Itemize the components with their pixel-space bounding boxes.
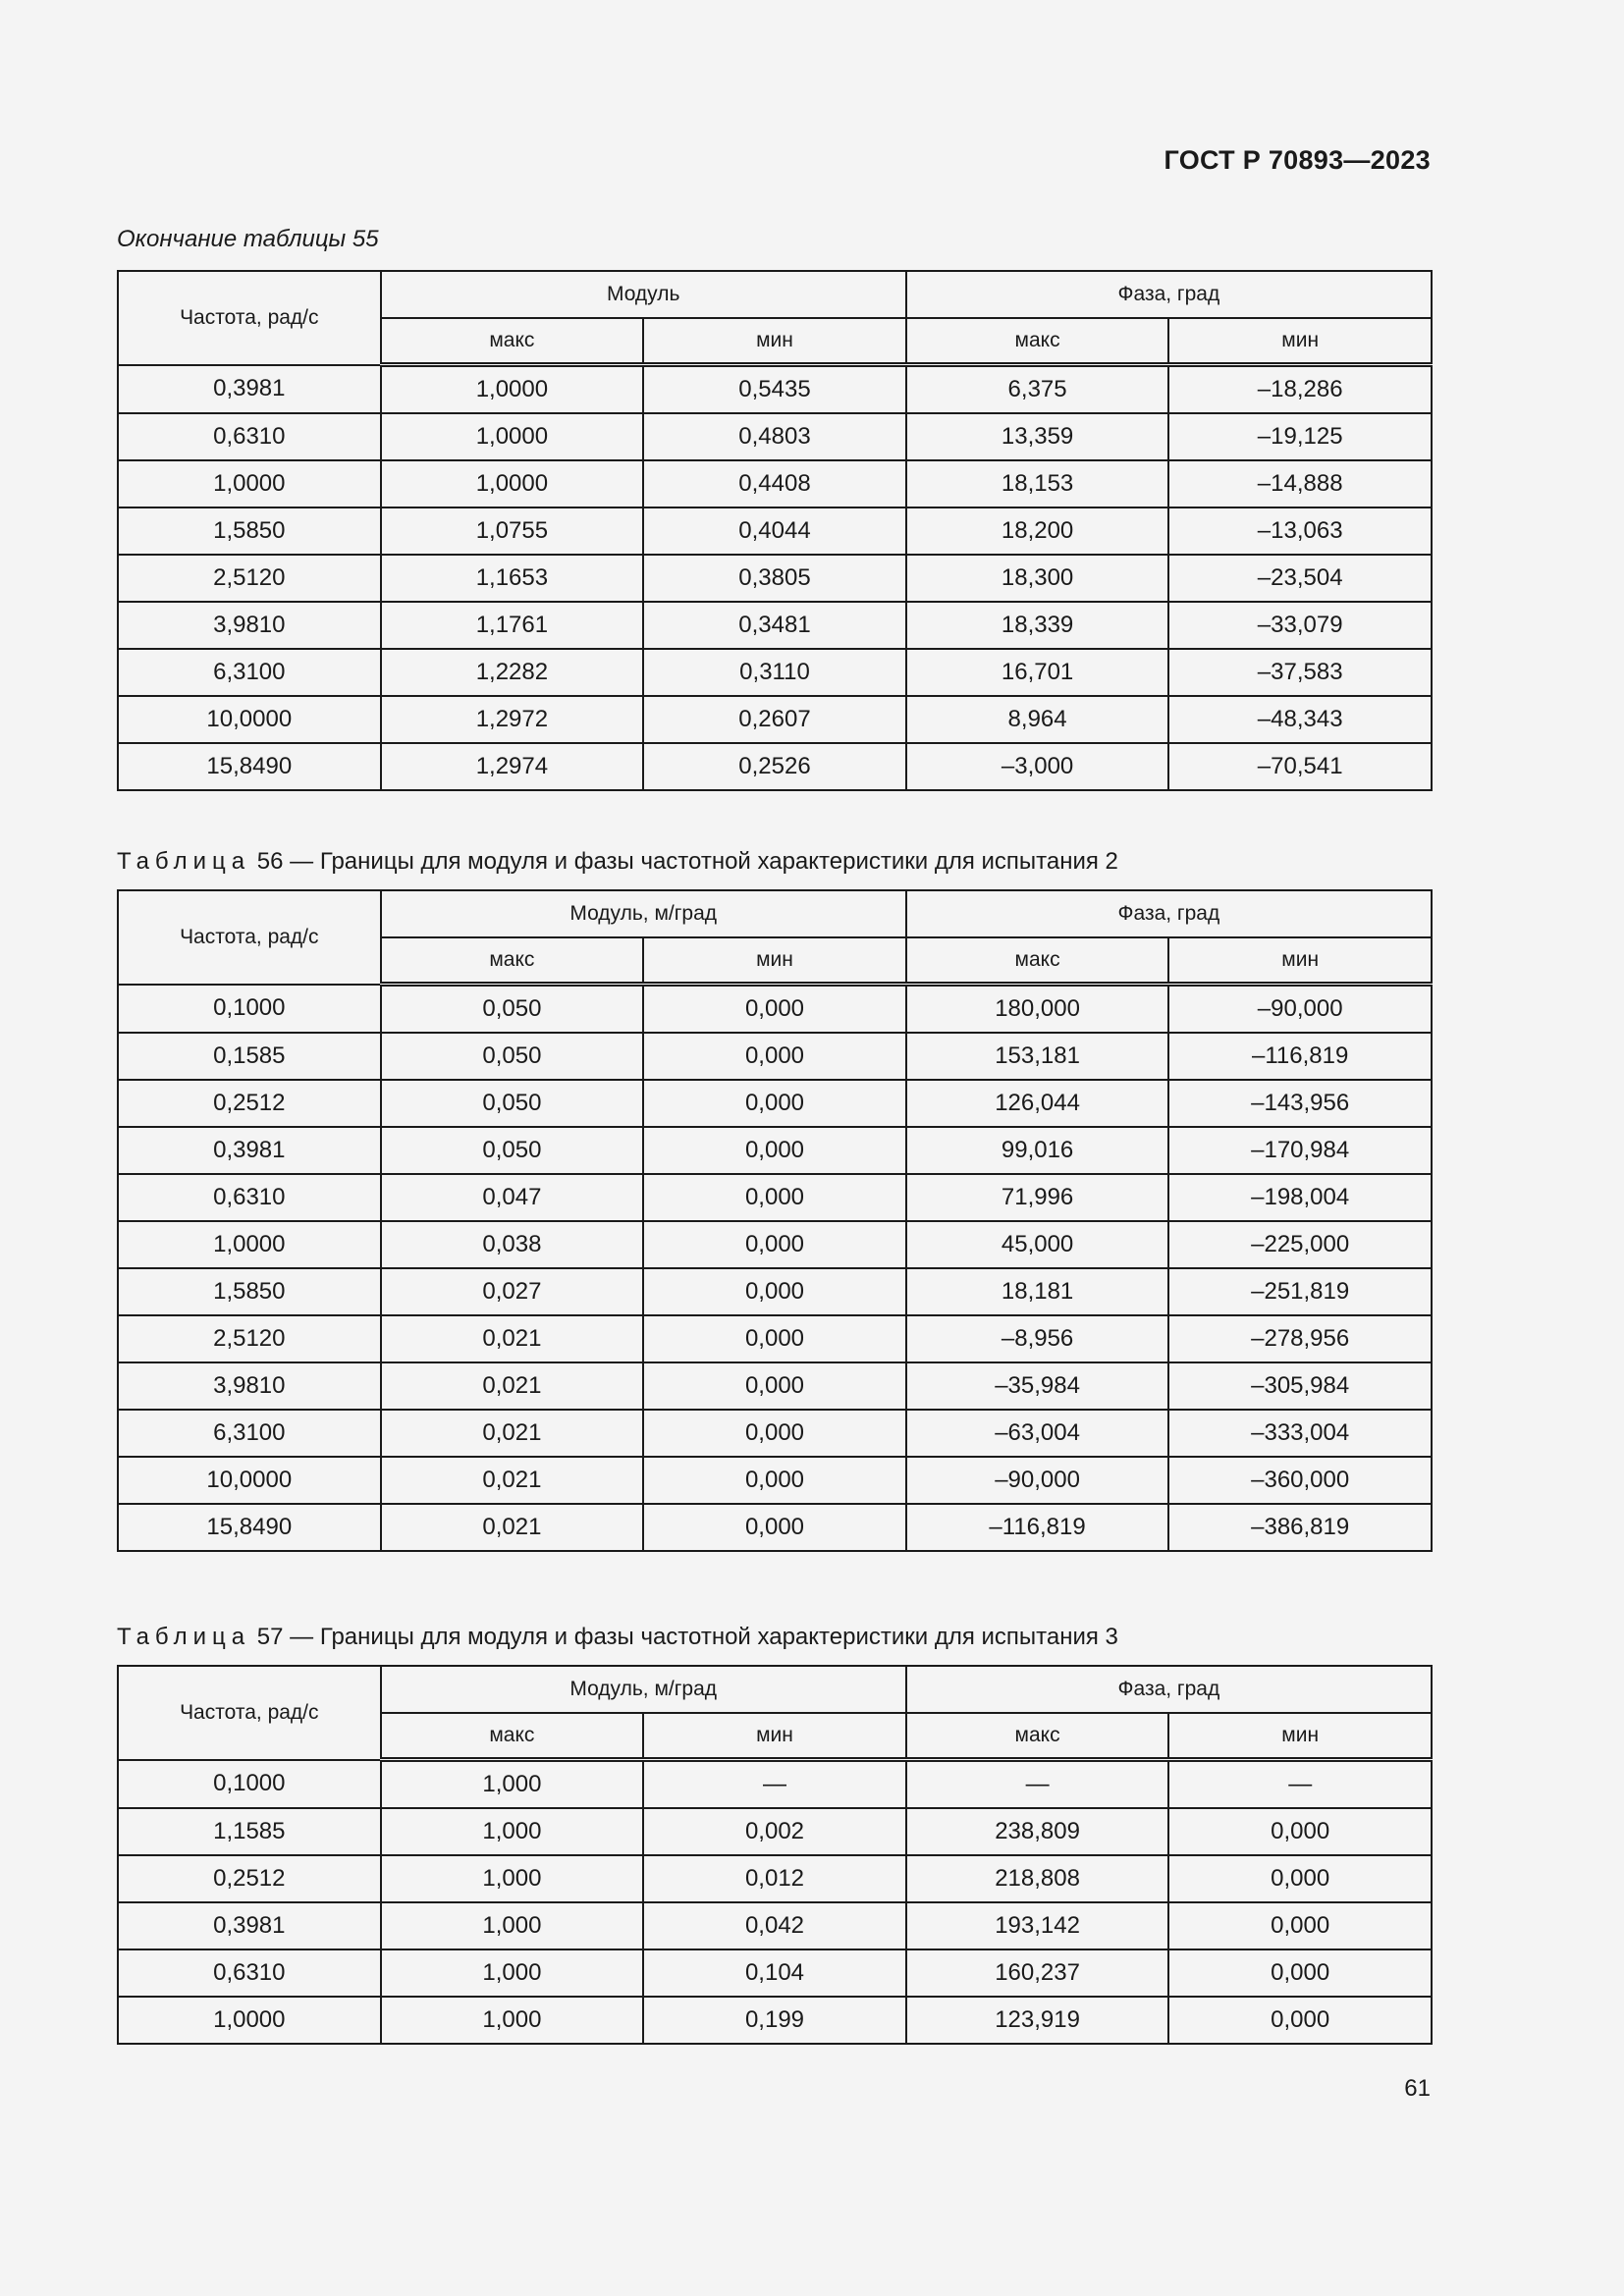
cell-phase-max: 18,300: [906, 555, 1169, 602]
table-row: [118, 649, 1432, 696]
cell-module-min: 0,000: [643, 1127, 906, 1174]
col-header-module-min: мин: [643, 318, 906, 365]
table-row: [118, 1855, 1432, 1902]
cell-frequency: 6,3100: [118, 649, 381, 696]
table-row: [118, 1268, 1432, 1315]
cell-frequency: 1,5850: [118, 507, 381, 555]
col-group-phase: Фаза, град: [906, 271, 1432, 318]
cell-module-max: 1,2974: [381, 743, 644, 790]
cell-module-max: 0,038: [381, 1221, 644, 1268]
cell-frequency: 0,3981: [118, 1902, 381, 1949]
cell-phase-min: 0,000: [1168, 1855, 1432, 1902]
table-row: [118, 602, 1432, 649]
cell-module-max: 1,2972: [381, 696, 644, 743]
col-header-module-min: мин: [643, 937, 906, 985]
cell-module-min: 0,2607: [643, 696, 906, 743]
cell-phase-max: 45,000: [906, 1221, 1169, 1268]
cell-phase-min: –14,888: [1168, 460, 1432, 507]
cell-phase-max: 18,200: [906, 507, 1169, 555]
cell-frequency: 0,1585: [118, 1033, 381, 1080]
col-header-frequency: Частота, рад/с: [118, 1666, 381, 1760]
cell-phase-min: –360,000: [1168, 1457, 1432, 1504]
cell-phase-max: 153,181: [906, 1033, 1169, 1080]
cell-module-max: 1,000: [381, 1855, 644, 1902]
cell-phase-max: 18,153: [906, 460, 1169, 507]
cell-frequency: 0,6310: [118, 1174, 381, 1221]
cell-module-max: 0,021: [381, 1315, 644, 1362]
col-header-module-max: макс: [381, 318, 644, 365]
cell-phase-max: 18,181: [906, 1268, 1169, 1315]
cell-module-min: 0,3805: [643, 555, 906, 602]
table-row: [118, 1033, 1432, 1080]
cell-phase-max: 99,016: [906, 1127, 1169, 1174]
cell-frequency: 1,0000: [118, 460, 381, 507]
col-header-module-min: мин: [643, 1713, 906, 1760]
cell-phase-min: –70,541: [1168, 743, 1432, 790]
cell-frequency: 2,5120: [118, 555, 381, 602]
cell-phase-max: –63,004: [906, 1410, 1169, 1457]
table-row: [118, 1902, 1432, 1949]
cell-phase-min: –116,819: [1168, 1033, 1432, 1080]
cell-frequency: 0,3981: [118, 1127, 381, 1174]
table-row: [118, 1362, 1432, 1410]
table-row: [118, 1997, 1432, 2044]
cell-module-min: 0,042: [643, 1902, 906, 1949]
cell-module-max: 1,0000: [381, 365, 644, 414]
cell-frequency: 1,0000: [118, 1221, 381, 1268]
cell-frequency: 10,0000: [118, 1457, 381, 1504]
col-group-phase: Фаза, град: [906, 1666, 1432, 1713]
cell-phase-min: —: [1168, 1760, 1432, 1809]
cell-frequency: 0,1000: [118, 985, 381, 1034]
cell-module-max: 1,0000: [381, 413, 644, 460]
col-header-phase-max: макс: [906, 1713, 1169, 1760]
cell-phase-max: –90,000: [906, 1457, 1169, 1504]
cell-module-min: 0,199: [643, 1997, 906, 2044]
cell-module-min: 0,104: [643, 1949, 906, 1997]
table-row: [118, 696, 1432, 743]
cell-module-min: 0,4044: [643, 507, 906, 555]
cell-frequency: 0,6310: [118, 413, 381, 460]
table-row: [118, 507, 1432, 555]
cell-module-min: —: [643, 1760, 906, 1809]
cell-module-max: 0,050: [381, 1033, 644, 1080]
document-id: ГОСТ Р 70893—2023: [1164, 145, 1431, 175]
cell-frequency: 15,8490: [118, 743, 381, 790]
cell-module-max: 0,050: [381, 1127, 644, 1174]
table-57-caption-label: Таблица: [117, 1624, 251, 1650]
col-group-module: Модуль, м/град: [381, 1666, 906, 1713]
cell-module-max: 0,021: [381, 1410, 644, 1457]
cell-module-min: 0,000: [643, 1174, 906, 1221]
cell-module-min: 0,4803: [643, 413, 906, 460]
table-56-caption-text: 56 — Границы для модуля и фазы частотной характеристики для испытания 2: [256, 848, 1118, 875]
cell-module-min: 0,000: [643, 1362, 906, 1410]
cell-phase-min: –198,004: [1168, 1174, 1432, 1221]
cell-frequency: 15,8490: [118, 1504, 381, 1551]
table-56-caption: [117, 848, 1118, 876]
cell-phase-min: 0,000: [1168, 1902, 1432, 1949]
col-header-module-max: макс: [381, 1713, 644, 1760]
table-56-caption-label: Таблица: [117, 848, 251, 875]
table-55-caption: Окончание таблицы 55: [117, 226, 379, 252]
cell-module-max: 1,1653: [381, 555, 644, 602]
cell-phase-max: 18,339: [906, 602, 1169, 649]
table-row: [118, 1174, 1432, 1221]
cell-phase-max: —: [906, 1760, 1169, 1809]
cell-frequency: 0,2512: [118, 1855, 381, 1902]
cell-module-max: 1,2282: [381, 649, 644, 696]
cell-frequency: 6,3100: [118, 1410, 381, 1457]
table-57-caption-text: 57 — Границы для модуля и фазы частотной характеристики для испытания 3: [256, 1624, 1118, 1650]
cell-phase-min: –143,956: [1168, 1080, 1432, 1127]
cell-module-max: 1,000: [381, 1949, 644, 1997]
cell-phase-min: –170,984: [1168, 1127, 1432, 1174]
cell-phase-max: 160,237: [906, 1949, 1169, 1997]
table-row: [118, 1760, 1432, 1809]
cell-phase-max: –116,819: [906, 1504, 1169, 1551]
cell-module-min: 0,2526: [643, 743, 906, 790]
col-header-phase-min: мин: [1168, 1713, 1432, 1760]
cell-module-max: 0,050: [381, 985, 644, 1034]
table-row: [118, 555, 1432, 602]
cell-module-min: 0,000: [643, 1033, 906, 1080]
cell-phase-max: 180,000: [906, 985, 1169, 1034]
table-57: [117, 1665, 1433, 2045]
cell-module-min: 0,000: [643, 1221, 906, 1268]
cell-module-max: 1,000: [381, 1808, 644, 1855]
cell-phase-min: –33,079: [1168, 602, 1432, 649]
cell-module-min: 0,000: [643, 1410, 906, 1457]
cell-frequency: 0,1000: [118, 1760, 381, 1809]
cell-module-min: 0,000: [643, 1080, 906, 1127]
col-header-module-max: макс: [381, 937, 644, 985]
table-body: [118, 1760, 1432, 2045]
table-row: [118, 1410, 1432, 1457]
table-row: [118, 460, 1432, 507]
cell-phase-max: 126,044: [906, 1080, 1169, 1127]
table-row: [118, 1808, 1432, 1855]
cell-frequency: 1,1585: [118, 1808, 381, 1855]
table-row: [118, 1127, 1432, 1174]
cell-frequency: 10,0000: [118, 696, 381, 743]
cell-module-max: 0,050: [381, 1080, 644, 1127]
cell-module-max: 1,1761: [381, 602, 644, 649]
cell-module-min: 0,012: [643, 1855, 906, 1902]
cell-phase-max: –35,984: [906, 1362, 1169, 1410]
table-row: [118, 365, 1432, 414]
cell-module-min: 0,000: [643, 1315, 906, 1362]
table-row: [118, 1457, 1432, 1504]
table-55: [117, 270, 1433, 791]
cell-phase-min: –37,583: [1168, 649, 1432, 696]
cell-module-min: 0,3110: [643, 649, 906, 696]
cell-module-max: 1,0755: [381, 507, 644, 555]
cell-phase-max: 218,808: [906, 1855, 1169, 1902]
cell-phase-max: 123,919: [906, 1997, 1169, 2044]
cell-module-max: 1,000: [381, 1997, 644, 2044]
cell-module-min: 0,3481: [643, 602, 906, 649]
table-row: [118, 1315, 1432, 1362]
cell-phase-max: 13,359: [906, 413, 1169, 460]
cell-module-max: 0,027: [381, 1268, 644, 1315]
cell-phase-min: –18,286: [1168, 365, 1432, 414]
cell-phase-min: –23,504: [1168, 555, 1432, 602]
cell-phase-max: 8,964: [906, 696, 1169, 743]
cell-module-max: 0,047: [381, 1174, 644, 1221]
cell-module-min: 0,000: [643, 985, 906, 1034]
cell-phase-min: 0,000: [1168, 1949, 1432, 1997]
cell-module-max: 0,021: [381, 1457, 644, 1504]
table-row: [118, 985, 1432, 1034]
cell-phase-min: –305,984: [1168, 1362, 1432, 1410]
cell-module-min: 0,002: [643, 1808, 906, 1855]
cell-frequency: 3,9810: [118, 1362, 381, 1410]
col-header-phase-min: мин: [1168, 318, 1432, 365]
col-header-phase-max: макс: [906, 318, 1169, 365]
cell-frequency: 1,5850: [118, 1268, 381, 1315]
table-row: [118, 1949, 1432, 1997]
cell-module-max: 1,000: [381, 1902, 644, 1949]
cell-phase-min: 0,000: [1168, 1997, 1432, 2044]
cell-module-max: 0,021: [381, 1362, 644, 1410]
cell-phase-max: –3,000: [906, 743, 1169, 790]
cell-phase-max: 193,142: [906, 1902, 1169, 1949]
cell-module-min: 0,000: [643, 1457, 906, 1504]
col-header-frequency: Частота, рад/с: [118, 890, 381, 985]
cell-frequency: 1,0000: [118, 1997, 381, 2044]
col-group-module: Модуль, м/град: [381, 890, 906, 937]
cell-phase-min: 0,000: [1168, 1808, 1432, 1855]
cell-module-max: 1,0000: [381, 460, 644, 507]
cell-phase-min: –251,819: [1168, 1268, 1432, 1315]
col-group-phase: Фаза, град: [906, 890, 1432, 937]
col-header-phase-min: мин: [1168, 937, 1432, 985]
cell-phase-min: –333,004: [1168, 1410, 1432, 1457]
page-number: 61: [1404, 2075, 1431, 2102]
cell-phase-max: 71,996: [906, 1174, 1169, 1221]
cell-phase-max: 6,375: [906, 365, 1169, 414]
cell-frequency: 0,6310: [118, 1949, 381, 1997]
table-row: [118, 743, 1432, 790]
table-row: [118, 1504, 1432, 1551]
col-group-module: Модуль: [381, 271, 906, 318]
table-body: [118, 365, 1432, 791]
cell-phase-min: –225,000: [1168, 1221, 1432, 1268]
table-57-caption: [117, 1624, 1118, 1651]
cell-module-max: 0,021: [381, 1504, 644, 1551]
cell-module-min: 0,4408: [643, 460, 906, 507]
cell-module-min: 0,000: [643, 1504, 906, 1551]
cell-frequency: 3,9810: [118, 602, 381, 649]
table-row: [118, 1221, 1432, 1268]
table-56: [117, 889, 1433, 1552]
cell-phase-min: –48,343: [1168, 696, 1432, 743]
col-header-frequency: Частота, рад/с: [118, 271, 381, 365]
cell-phase-max: 238,809: [906, 1808, 1169, 1855]
cell-phase-min: –386,819: [1168, 1504, 1432, 1551]
cell-module-min: 0,5435: [643, 365, 906, 414]
cell-phase-min: –19,125: [1168, 413, 1432, 460]
table-body: [118, 985, 1432, 1552]
col-header-phase-max: макс: [906, 937, 1169, 985]
cell-module-min: 0,000: [643, 1268, 906, 1315]
cell-phase-min: –90,000: [1168, 985, 1432, 1034]
cell-frequency: 2,5120: [118, 1315, 381, 1362]
cell-phase-max: 16,701: [906, 649, 1169, 696]
cell-phase-min: –278,956: [1168, 1315, 1432, 1362]
table-row: [118, 1080, 1432, 1127]
cell-module-max: 1,000: [381, 1760, 644, 1809]
cell-phase-max: –8,956: [906, 1315, 1169, 1362]
cell-phase-min: –13,063: [1168, 507, 1432, 555]
cell-frequency: 0,3981: [118, 365, 381, 414]
table-row: [118, 413, 1432, 460]
cell-frequency: 0,2512: [118, 1080, 381, 1127]
